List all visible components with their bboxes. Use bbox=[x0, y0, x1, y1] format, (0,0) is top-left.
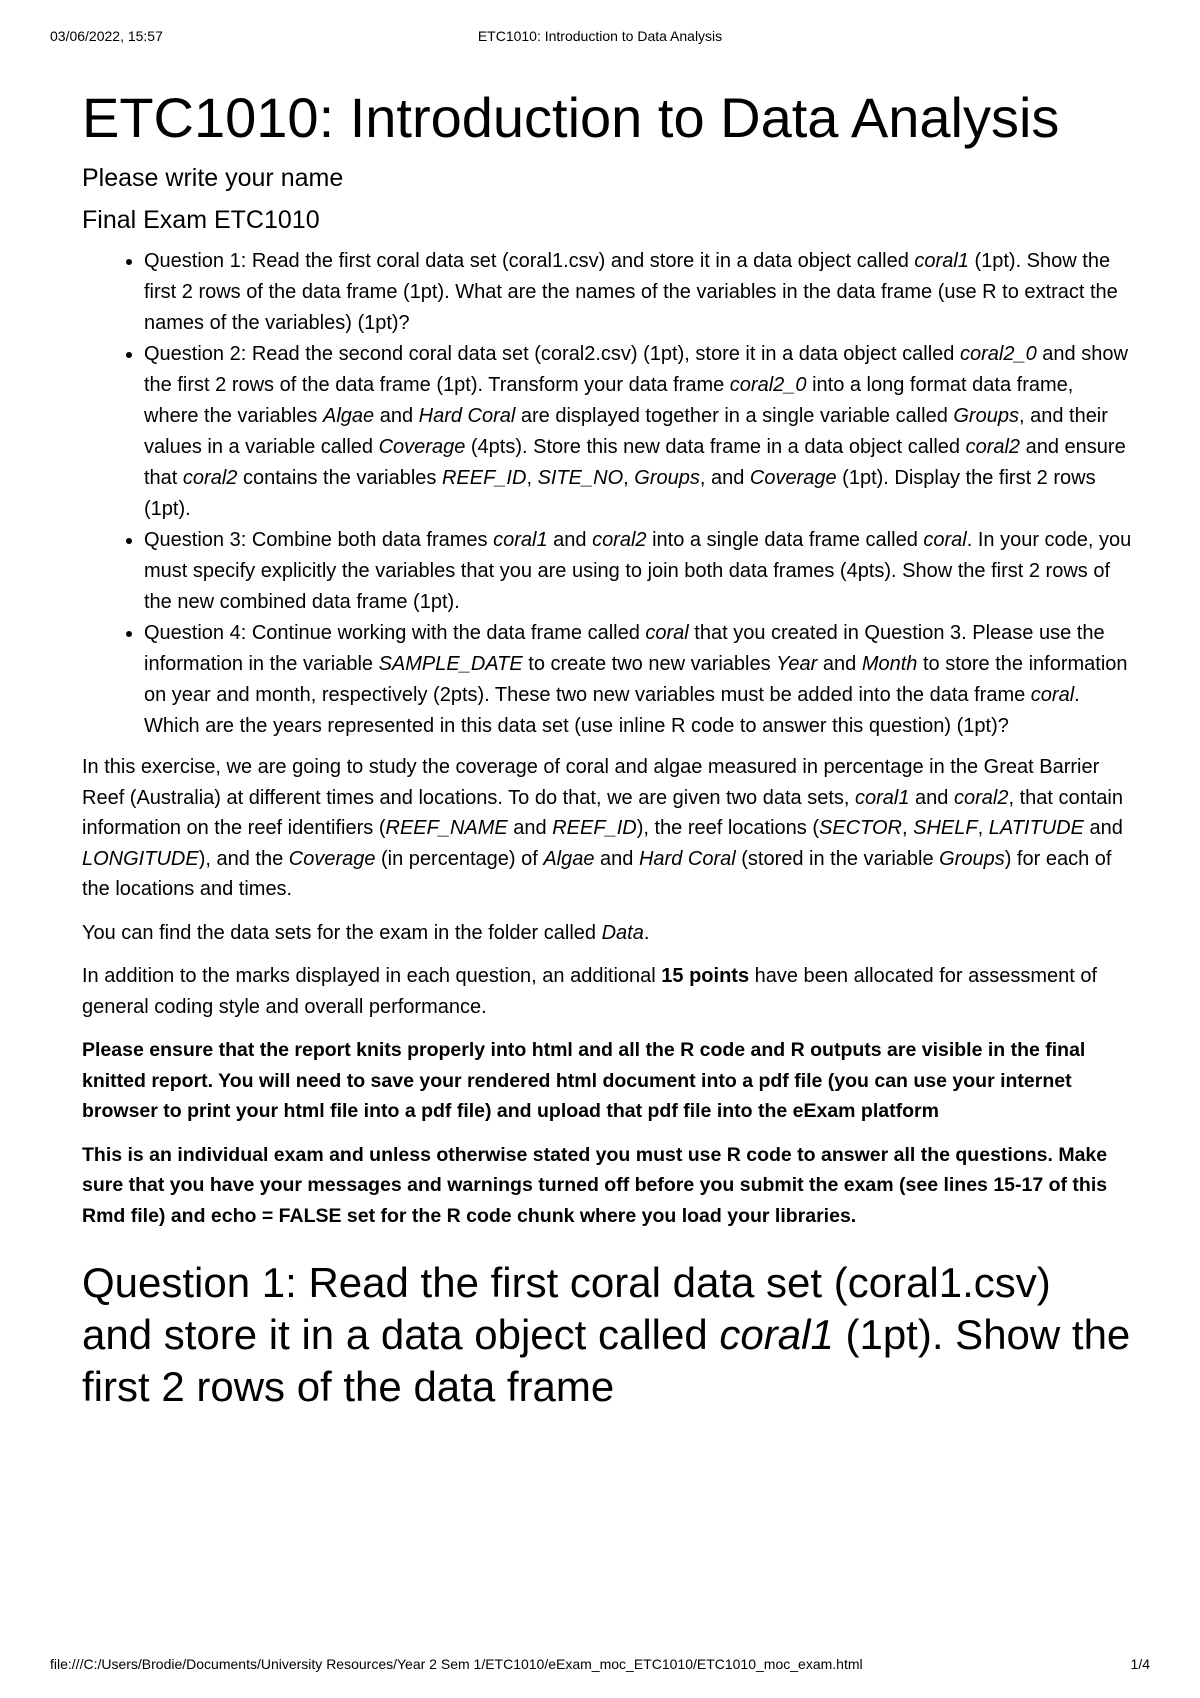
question-item-3: • Question 3: Combine both data frames coral1 and coral2 into a single data frame called coral. In your code, you must specify explicitly the variables that you are using to join both data frames (4pts). Show the first 2 rows of the new combined data frame (1pt). bbox=[144, 525, 1132, 618]
question-1-heading: Question 1: Read the first coral data set (coral1.csv) and store it in a data object called coral1 (1pt). Show the first 2 rows of the data frame bbox=[82, 1259, 1131, 1410]
data-location-paragraph: You can find the data sets for the exam in the folder called Data. bbox=[82, 921, 650, 944]
exam-label: Final Exam ETC1010 bbox=[82, 206, 320, 234]
print-page-title: ETC1010: Introduction to Data Analysis bbox=[477, 28, 723, 44]
individual-exam-instructions: This is an individual exam and unless otherwise stated you must use R code to answer all the questions. Make sure that you have your messages and warnings turned off before you submit the exam (see lines 15-17 of this Rmd file) and echo = FALSE set for the R code chunk where you load your libraries. bbox=[82, 1143, 1108, 1227]
intro-paragraph: In this exercise, we are going to study the coverage of coral and algae measured in percentage in the Great Barrier Reef (Australia) at different times and locations. To do that, we are given two data sets, coral1 and coral2, that contain information on the reef identifiers (REEF_NAME and REEF_ID), the reef locations (SECTOR, SHELF, LATITUDE and LONGITUDE), and the Coverage (in percentage) of Algae and Hard Coral (stored in the variable Groups) for each of the locations and times. bbox=[82, 756, 1123, 900]
print-header bbox=[50, 28, 1150, 48]
file-path: file:///C:/Users/Brodie/Documents/University Resources/Year 2 Sem 1/ETC1010/eExam_moc_ETC1010/ETC1010_moc_exam.html bbox=[50, 1656, 863, 1672]
question-item-2: • Question 2: Read the second coral data set (coral2.csv) (1pt), store it in a data object called coral2_0 and show the first 2 rows of the data frame (1pt). Transform your data frame coral2_0 into a long format data frame, where the variables Algae and Hard Coral are displayed together in a single variable called Groups, and their values in a variable called Coverage (4pts). Store this new data frame in a data object called coral2 and ensure that coral2 contains the variables REEF_ID, SITE_NO, Groups, and Coverage (1pt). Display the first 2 rows (1pt). bbox=[144, 339, 1132, 525]
question-item-1: • Question 1: Read the first coral data set (coral1.csv) and store it in a data object called coral1 (1pt). Show the first 2 rows of the data frame (1pt). What are the names of the variables in the data frame (use R to extract the names of the variables) (1pt)? bbox=[144, 246, 1132, 339]
marks-paragraph: In addition to the marks displayed in each question, an additional 15 points have been allocated for assessment of general coding style and overall performance. bbox=[82, 965, 1098, 1018]
document-body bbox=[82, 84, 1132, 1413]
document-title: ETC1010: Introduction to Data Analysis bbox=[82, 86, 1060, 149]
name-prompt: Please write your name bbox=[82, 164, 344, 192]
question-item-4: • Question 4: Continue working with the data frame called coral that you created in Question 3. Please use the information in the variable SAMPLE_DATE to create two new variables Year and Month to store the information on year and month, respectively (2pts). These two new variables must be added into the data frame coral. Which are the years represented in this data set (use inline R code to answer this question) (1pt)? bbox=[144, 618, 1132, 742]
print-datetime: 03/06/2022, 15:57 bbox=[50, 28, 163, 44]
knit-instructions: Please ensure that the report knits properly into html and all the R code and R outputs are visible in the final knitted report. You will need to save your rendered html document into a pdf file (you can use your internet browser to print your html file into a pdf file) and upload that pdf file into the eExam platform bbox=[82, 1039, 1086, 1122]
page-number: 1/4 bbox=[1130, 1656, 1150, 1672]
questions-list bbox=[82, 246, 1132, 742]
print-footer bbox=[50, 1656, 1150, 1676]
